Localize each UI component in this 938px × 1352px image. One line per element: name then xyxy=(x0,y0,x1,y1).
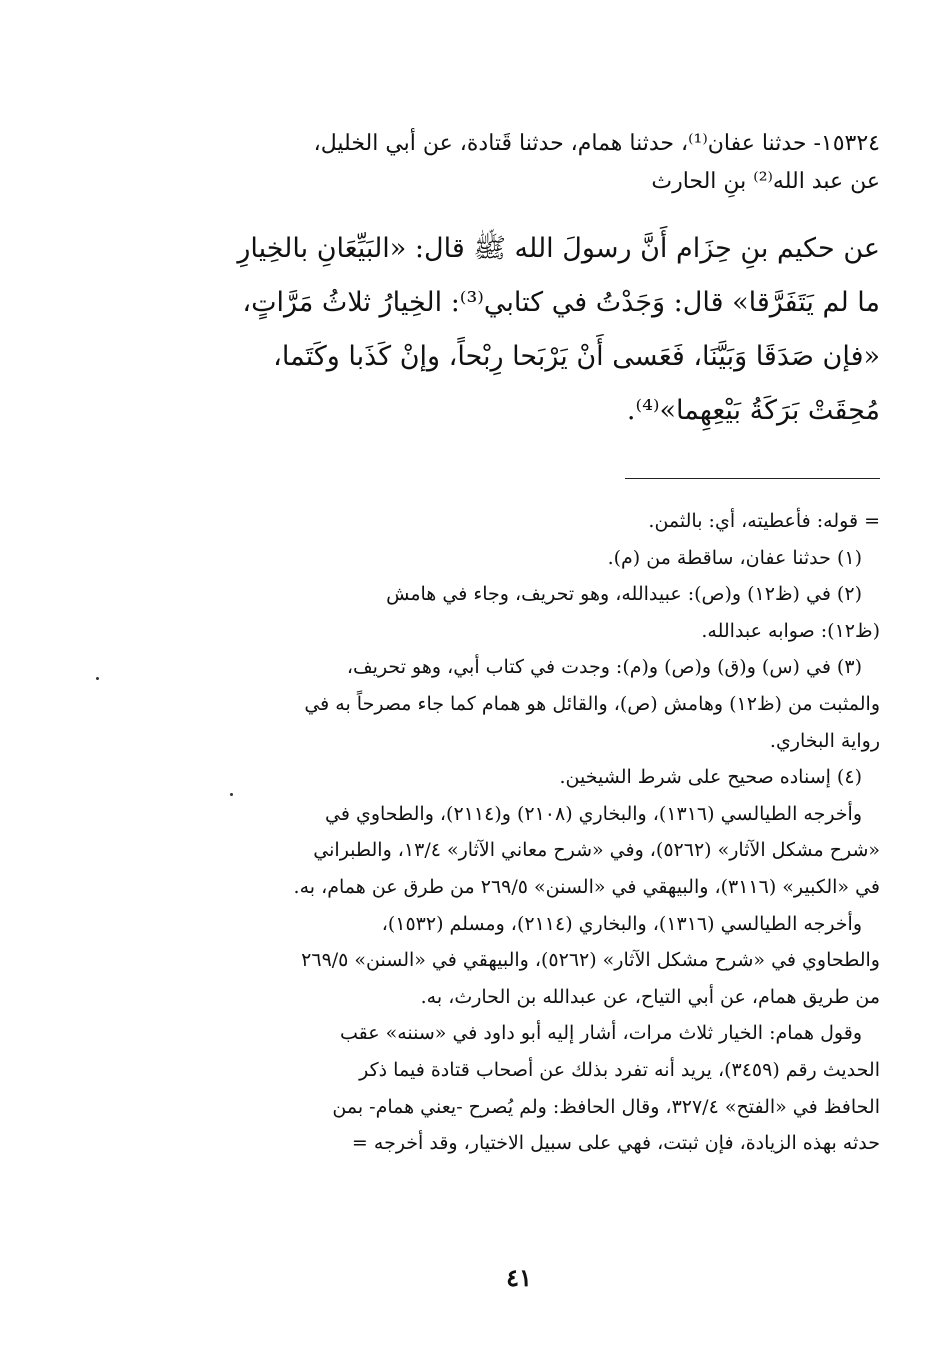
footnote-line: (٣) في (س) و(ق) و(ص) و(م): وجدت في كتاب أبي، وهو تحريف، xyxy=(346,656,862,679)
matn-line: مُحِقَتْ بَرَكَةُ بَيْعِهِما»⁽⁴⁾. xyxy=(626,395,880,426)
footnote-line: وأخرجه الطيالسي (١٣١٦)، والبخاري (٢١٠٨) و(٢١١٤)، والطحاوي في xyxy=(325,802,862,825)
footnote-line: (٢) في (ظ١٢) و(ص): عبيدالله، وهو تحريف، وجاء في هامش xyxy=(386,583,862,606)
footnote-line: رواية البخاري. xyxy=(769,729,880,752)
hadith-matn xyxy=(170,222,880,438)
footnote-line: (ظ١٢): صوابه عبدالله. xyxy=(701,619,880,642)
footnote-line: من طريق همام، عن أبي التياح، عن عبدالله بن الحارث، به. xyxy=(420,985,880,1008)
hadith-isnad xyxy=(170,125,880,201)
footnote-line: = قوله: فأعطيته، أي: بالثمن. xyxy=(648,510,880,532)
footnote-line: وأخرجه الطيالسي (١٣١٦)، والبخاري (٢١١٤)، ومسلم (١٥٣٢)، xyxy=(381,912,862,935)
footnote-line: في «الكبير» (٣١١٦)، والبيهقي في «السنن» ٢٦٩/٥ من طرق عن همام، به. xyxy=(293,875,880,898)
footnote-line: الحديث رقم (٣٤٥٩)، يريد أنه تفرد بذلك عن أصحاب قتادة فيما ذكر xyxy=(359,1058,880,1081)
footnote-line: والطحاوي في «شرح مشكل الآثار» (٥٢٦٢)، والبيهقي في «السنن» ٢٦٩/٥ xyxy=(301,949,880,972)
matn-line: عن حكيم بنِ حِزَام أَنَّ رسولَ الله ﷺ قال: «البَيِّعَانِ بالخِيارِ xyxy=(237,233,880,264)
footnote-separator xyxy=(625,478,880,479)
scan-speck xyxy=(230,793,233,796)
matn-line: ما لم يَتَفَرَّقا» قال: وَجَدْتُ في كتابي⁽³⁾: الخِيارُ ثلاثُ مَرَّاتٍ، xyxy=(242,287,880,318)
footnote-line: والمثبت من (ظ١٢) وهامش (ص)، والقائل هو همام كما جاء مصرحاً به في xyxy=(304,692,880,715)
isnad-line: عن عبد الله⁽²⁾ بنِ الحارث xyxy=(651,169,880,194)
footnote-line: وقول همام: الخيار ثلاث مرات، أشار إليه أبو داود في «سننه» عقب xyxy=(339,1022,862,1045)
page-number: ٤١ xyxy=(506,1263,532,1292)
footnote-line: (٤) إسناده صحيح على شرط الشيخين. xyxy=(559,766,862,789)
matn-line: «فإن صَدَقَا وَبَيَّنَا، فَعَسى أَنْ يَرْبَحا رِبْحاً، وإنْ كَذَبا وكَتَما، xyxy=(273,341,880,372)
footnote-line: (١) حدثنا عفان، ساقطة من (م). xyxy=(607,546,862,569)
scan-speck xyxy=(96,677,99,680)
footnote-line: «شرح مشكل الآثار» (٥٢٦٢)، وفي «شرح معاني الآثار» ١٣/٤، والطبراني xyxy=(313,839,880,862)
footnotes xyxy=(170,503,880,1162)
footnote-line: حدثه بهذه الزيادة، فإن ثبتت، فهي على سبيل الاختيار، وقد أخرجه = xyxy=(351,1132,880,1155)
footnote-line: الحافظ في «الفتح» ٣٢٧/٤، وقال الحافظ: ولم يُصرح -يعني همام- بمن xyxy=(332,1095,880,1118)
isnad-line: ١٥٣٢٤- حدثنا عفان⁽¹⁾، حدثنا همام، حدثنا قَتادة، عن أبي الخليل، xyxy=(313,131,880,156)
